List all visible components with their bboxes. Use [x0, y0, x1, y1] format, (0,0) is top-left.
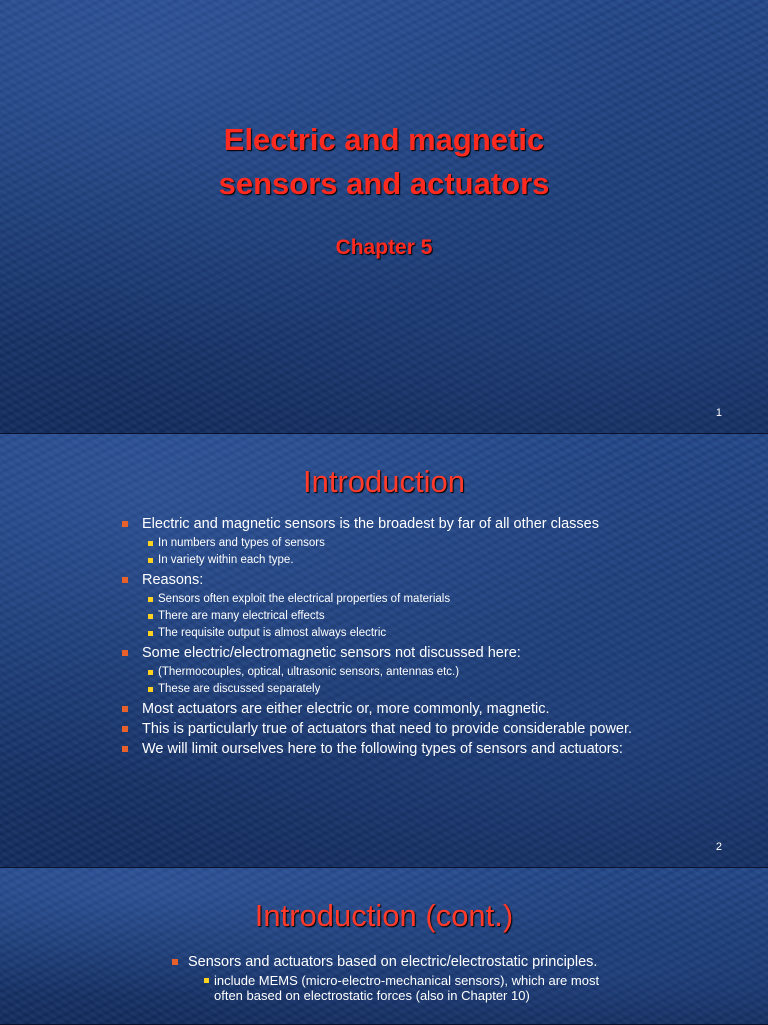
slide-2-bullet-list: [122, 516, 652, 761]
slide-3: [0, 868, 768, 1025]
bullet-item: [122, 721, 652, 738]
sub-bullet-item: Sensors often exploit the electrical properties of materials: [142, 591, 652, 608]
bullet-text: We will limit ourselves here to the following types of sensors and actuators:: [142, 741, 623, 757]
slide-2-heading: Introduction: [303, 464, 465, 499]
bullet-item: [122, 701, 652, 718]
slide-3-heading: Introduction (cont.): [254, 898, 514, 933]
bullet-text: Some electric/electromagnetic sensors not discussed here:: [142, 645, 521, 661]
sub-bullet-item: In numbers and types of sensors: [142, 535, 652, 552]
bullet-item: [172, 954, 602, 1003]
bullet-item: [122, 741, 652, 758]
sub-bullet-item: include MEMS (micro-electro-mechanical sensors), which are most often based on electrostatic forces (also in Chapter 10): [188, 973, 602, 1003]
bullet-text: Most actuators are either electric or, more commonly, magnetic.: [142, 701, 550, 717]
bullet-text: Reasons:: [142, 572, 204, 588]
bullet-item: [122, 645, 652, 698]
slide-1: [0, 0, 768, 434]
sub-bullet-item: (Thermocouples, optical, ultrasonic sensors, antennas etc.): [142, 664, 652, 681]
sub-bullet-list: [142, 535, 652, 569]
sub-bullet-item: The requisite output is almost always electric: [142, 625, 652, 642]
sub-bullet-item: There are many electrical effects: [142, 608, 652, 625]
bullet-text: Electric and magnetic sensors is the broadest by far of all other classes: [142, 516, 599, 532]
slide-1-number: 1: [715, 407, 722, 419]
sub-bullet-item: In variety within each type.: [142, 552, 652, 569]
bullet-text: Sensors and actuators based on electric/electrostatic principles.: [188, 954, 598, 970]
bullet-text: This is particularly true of actuators that need to provide considerable power.: [142, 721, 633, 737]
slide-2: [0, 434, 768, 868]
slide-3-bullet-list: [172, 954, 602, 1006]
bullet-item: [122, 572, 652, 642]
slide-1-subtitle: Chapter 5: [335, 236, 433, 259]
slide-1-title-line-1: Electric and magnetic: [223, 122, 545, 157]
sub-bullet-list: [142, 591, 652, 642]
slide-1-title-line-2: sensors and actuators: [218, 166, 550, 201]
sub-bullet-list: [188, 973, 602, 1003]
slide-1-title: [0, 118, 768, 206]
bullet-item: [122, 516, 652, 569]
slide-2-number: 2: [715, 841, 722, 853]
sub-bullet-item: These are discussed separately: [142, 681, 652, 698]
sub-bullet-list: [142, 664, 652, 698]
